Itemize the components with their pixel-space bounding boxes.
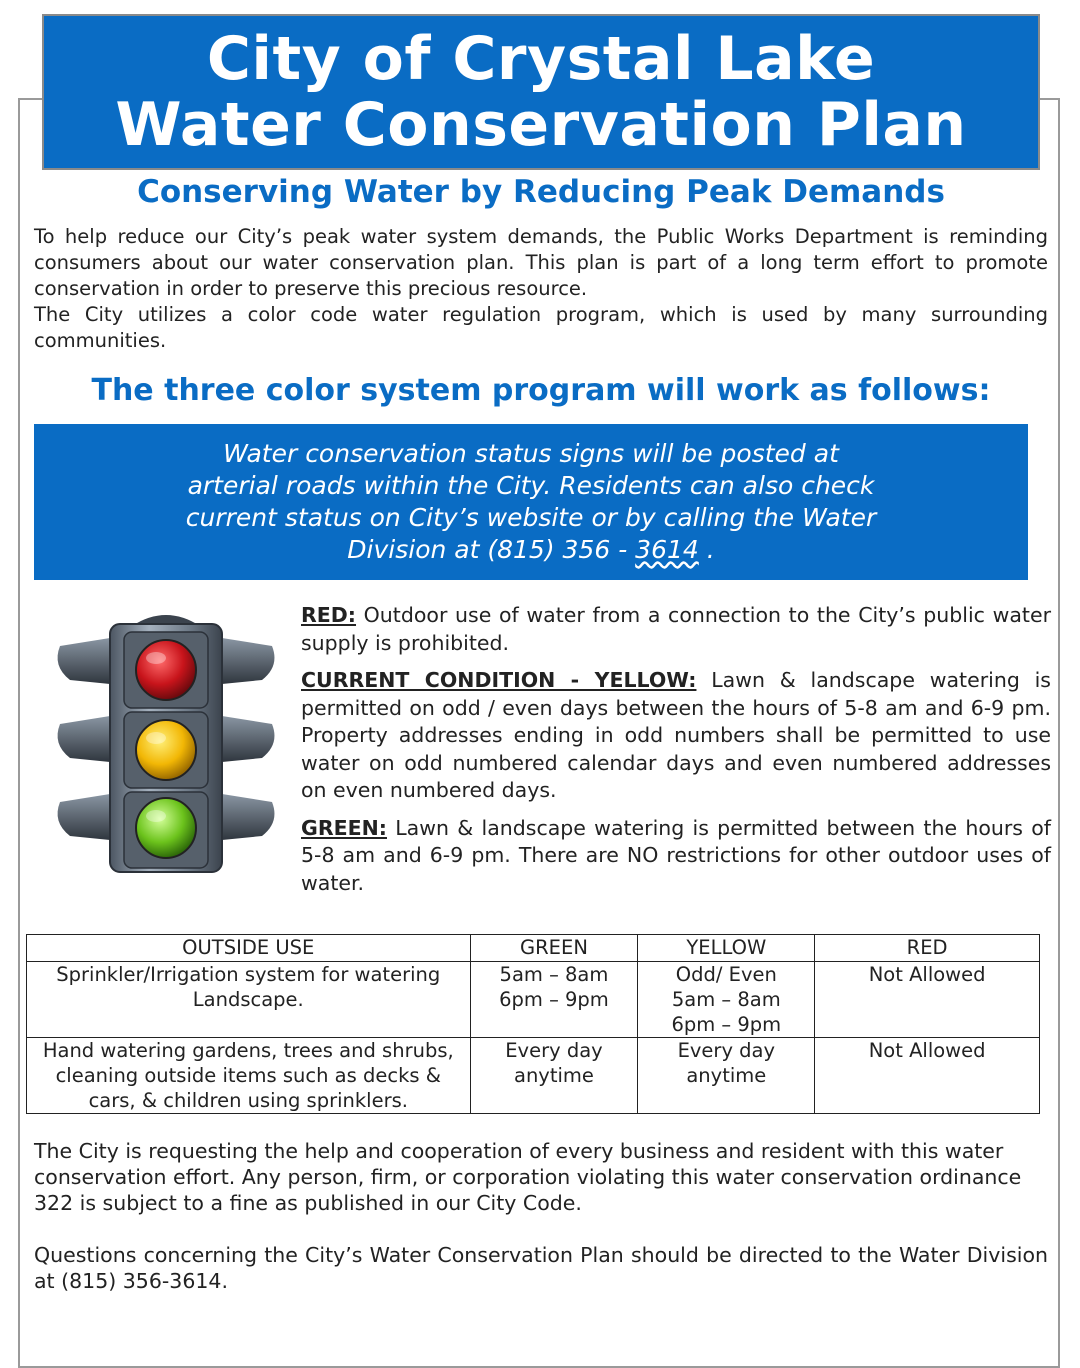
condition-green-text: Lawn & landscape watering is permitted between the hours of 5-8 am and 6-9 pm. There are NO restrictions for other outdoor uses of water.	[301, 815, 1051, 895]
intro-paragraph-1: To help reduce our City’s peak water system demands, the Public Works Department is reminding consumers about our water conservation plan. This plan is part of a long term effort to promote conservation in order to preserve this precious resource.	[34, 225, 1048, 300]
status-notice-body: Water conservation status signs will be posted at arterial roads within the City. Residents can also check current status on City’s website or by calling the Water Division at (815) 356 -	[185, 439, 877, 564]
cell-yellow	[638, 962, 815, 1038]
condition-yellow-label: CURRENT CONDITION - YELLOW:	[301, 668, 697, 692]
conditions-list	[301, 602, 1051, 907]
table-header-row	[27, 935, 1040, 962]
cell-line: anytime	[686, 1064, 767, 1087]
table-row	[27, 962, 1040, 1038]
cell-line: Odd/ Even	[675, 963, 777, 986]
green-lamp-icon	[136, 798, 196, 858]
cell-line: 6pm – 9pm	[671, 1013, 782, 1036]
cell-line: anytime	[514, 1064, 594, 1087]
closing-text	[34, 1138, 1048, 1320]
intro-paragraph-2: The City utilizes a color code water regulation program, which is used by many surrounding communities.	[34, 303, 1048, 352]
cell-line: Every day	[505, 1039, 603, 1062]
condition-red-text: Outdoor use of water from a connection to the City’s public water supply is prohibited.	[301, 603, 1051, 655]
header-green: GREEN	[470, 935, 638, 962]
title-banner	[42, 14, 1040, 170]
cell-line: 6pm – 9pm	[499, 988, 609, 1011]
header-red: RED	[815, 935, 1040, 962]
cell-line: Every day	[677, 1039, 776, 1062]
status-notice-box	[34, 424, 1028, 580]
header-outside-use: OUTSIDE USE	[27, 935, 471, 962]
closing-paragraph-2: Questions concerning the City’s Water Conservation Plan should be directed to the Water Division at (815) 356-3614.	[34, 1243, 1048, 1293]
condition-yellow	[301, 667, 1051, 805]
intro-text	[34, 224, 1048, 354]
condition-yellow-text: Lawn & landscape watering is permitted on odd / even days between the hours of 5-8 am and 6-9 pm. Property addresses ending in odd numbers shall be permitted to use water on odd numbered calendar days and even numbered addresses on even numbered days.	[301, 668, 1051, 802]
status-notice-text	[181, 438, 881, 566]
yellow-lamp-icon	[136, 720, 196, 780]
subtitle: Conserving Water by Reducing Peak Demands	[137, 174, 945, 210]
traffic-light-icon	[50, 606, 282, 876]
title-line-1: City of Crystal Lake	[206, 24, 876, 94]
header-yellow: YELLOW	[638, 935, 815, 962]
section-heading: The three color system program will work as follows:	[91, 373, 991, 408]
table-row	[27, 1038, 1040, 1114]
title-line-2: Water Conservation Plan	[115, 90, 967, 160]
cell-green	[470, 962, 638, 1038]
cell-use: Sprinkler/Irrigation system for watering Landscape.	[27, 962, 471, 1038]
cell-use: Hand watering gardens, trees and shrubs, cleaning outside items such as decks & cars, & children using sprinklers.	[27, 1038, 471, 1114]
status-notice-phone-tail: 3614	[635, 535, 699, 564]
status-notice-end: .	[698, 535, 715, 564]
water-usage-table	[26, 934, 1040, 1114]
cell-line: 5am – 8am	[499, 963, 609, 986]
cell-red: Not Allowed	[815, 962, 1040, 1038]
condition-red-label: RED:	[301, 603, 357, 627]
condition-green	[301, 815, 1051, 898]
condition-green-label: GREEN:	[301, 815, 387, 840]
closing-paragraph-1: The City is requesting the help and cooperation of every business and resident with this water conservation effort. Any person, firm, or corporation violating this water conservation ordinance 322 is subject to a fine as published in our City Code.	[34, 1139, 1022, 1215]
condition-red	[301, 602, 1051, 657]
cell-yellow	[638, 1038, 815, 1114]
cell-red: Not Allowed	[815, 1038, 1040, 1114]
cell-green	[470, 1038, 638, 1114]
red-lamp-icon	[136, 640, 196, 700]
cell-line: 5am – 8am	[671, 988, 781, 1011]
